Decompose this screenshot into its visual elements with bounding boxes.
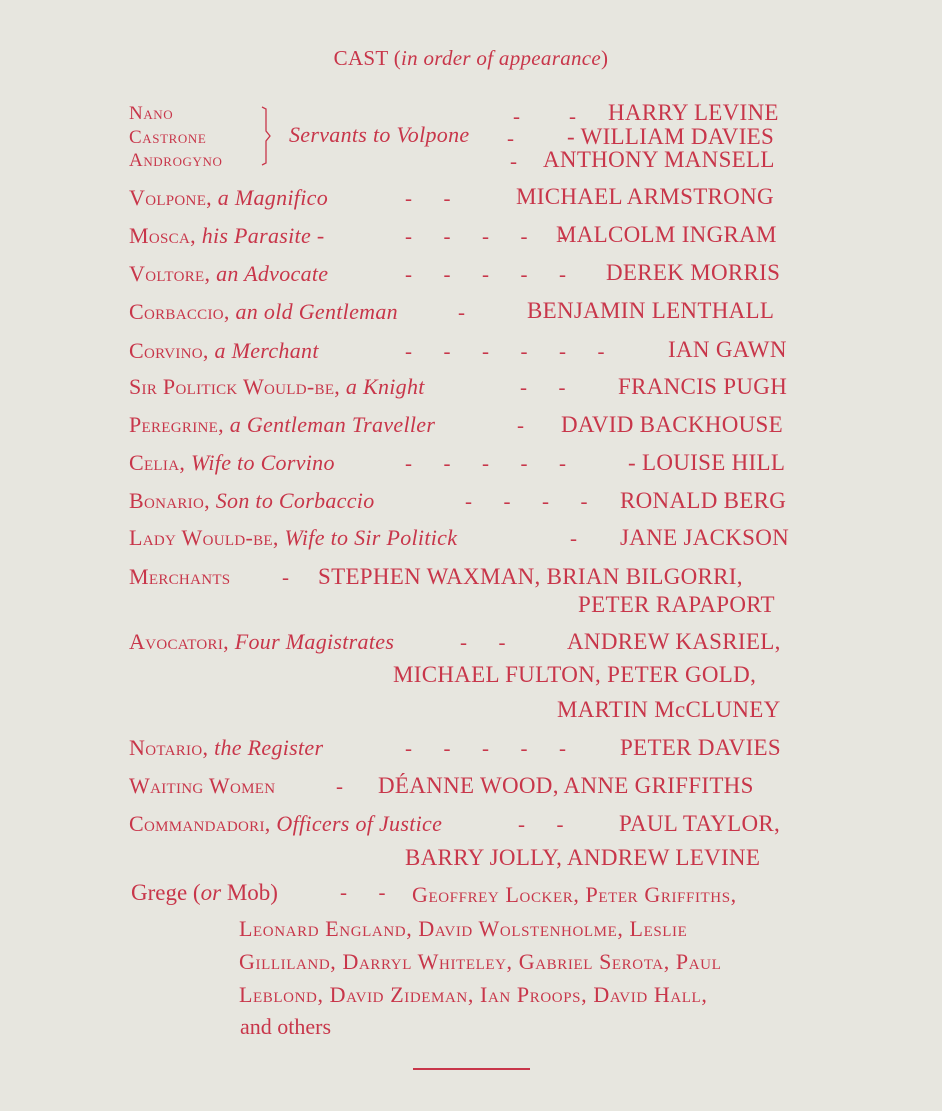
role-corbaccio: [129, 301, 398, 323]
servants-dash-3: -: [507, 126, 514, 150]
role-name: Corvino,: [129, 338, 209, 363]
actors-merchants-line2: PETER RAPAPORT: [578, 592, 775, 617]
role-corvino: [129, 340, 319, 362]
role-desc: a Merchant: [214, 338, 319, 363]
role-mosca: Mosca, his Parasite -: [129, 223, 325, 248]
grege-or: or: [200, 880, 222, 905]
actors-commandadori-line1: PAUL TAYLOR,: [619, 811, 781, 836]
dashes-corvino: - - - - - -: [405, 339, 605, 363]
heading-italic: in order of appearance: [401, 46, 602, 70]
role-desc: his Parasite: [201, 223, 312, 248]
role-name: Voltore,: [129, 261, 211, 286]
role-commandadori: [129, 813, 442, 835]
servants-dash-1: -: [513, 104, 520, 128]
role-androgyno: Androgyno: [129, 150, 223, 171]
end-rule: [413, 1068, 530, 1070]
actor-anthony-mansell: ANTHONY MANSELL: [543, 147, 775, 172]
role-desc: Wife to Sir Politick: [284, 525, 458, 550]
actors-avocatori-line2: MICHAEL FULTON, PETER GOLD,: [393, 662, 757, 687]
actor-louise-hill: - LOUISE HILL: [628, 450, 786, 475]
grege-line5: and others: [240, 1014, 332, 1039]
actor-peter-davies: PETER DAVIES: [620, 735, 781, 760]
dashes-mosca: - - - - -: [405, 224, 566, 248]
dashes-bonario: - - - -: [465, 489, 588, 513]
role-peregrine: [129, 414, 435, 436]
role-avocatori: [129, 631, 394, 653]
role-volpone: [129, 187, 328, 209]
role-desc: Wife to Corvino: [190, 450, 335, 475]
servants-brace: [258, 103, 278, 169]
role-celia: [129, 452, 335, 474]
actor-harry-levine: HARRY LEVINE: [608, 100, 779, 125]
grege-line2: Leonard England, David Wolstenholme, Leslie: [239, 916, 688, 941]
role-nano: Nano: [129, 103, 174, 124]
role-waiting-women: Waiting Women: [129, 773, 276, 798]
actor-michael-armstrong: MICHAEL ARMSTRONG: [516, 184, 774, 209]
dashes-grege: - -: [340, 880, 386, 904]
heading-main: CAST (: [333, 46, 401, 70]
actor-ronald-berg: RONALD BERG: [620, 488, 787, 513]
role-desc: a Knight: [345, 374, 425, 399]
role-name: Bonario,: [129, 488, 210, 513]
actors-avocatori-line3: MARTIN McCLUNEY: [557, 697, 781, 722]
role-name: Celia,: [129, 450, 186, 475]
actor-william-davies: - WILLIAM DAVIES: [567, 124, 775, 149]
servants-dash-4: -: [510, 149, 517, 173]
servants-dash-2: -: [569, 104, 576, 128]
role-name: Commandadori,: [129, 811, 271, 836]
role-desc: an Advocate: [216, 261, 329, 286]
dashes-commandadori: - -: [518, 812, 564, 836]
role-desc: Four Magistrates: [234, 629, 395, 654]
dash-waiting-women: -: [336, 774, 343, 798]
role-name: Volpone,: [129, 185, 212, 210]
servants-desc-text: Servants to Volpone: [289, 122, 470, 147]
grege-line4: Leblond, David Zideman, Ian Proops, David Hall,: [239, 982, 708, 1007]
actors-avocatori-line1: ANDREW KASRIEL,: [567, 629, 781, 654]
actor-derek-morris: DEREK MORRIS: [606, 260, 781, 285]
role-merchants: Merchants: [129, 564, 231, 589]
role-sir-politick: [129, 376, 425, 398]
role-notario: [129, 737, 323, 759]
role-name: Sir Politick Would-be,: [129, 374, 341, 399]
dashes-sir-politick: - -: [520, 375, 566, 399]
actor-name: LOUISE HILL: [642, 450, 786, 475]
actors-merchants-line1: STEPHEN WAXMAN, BRIAN BILGORRI,: [318, 564, 743, 589]
actor-david-backhouse: DAVID BACKHOUSE: [561, 412, 783, 437]
role-name: Notario,: [129, 735, 209, 760]
role-desc: Son to Corbaccio: [215, 488, 375, 513]
grege-name: Grege (: [131, 880, 201, 905]
role-name: Corbaccio,: [129, 299, 230, 324]
dashes-lady-would-be: -: [570, 526, 577, 550]
cast-heading: [0, 46, 942, 71]
grege-line3: Gilliland, Darryl Whiteley, Gabriel Serota, Paul: [239, 949, 722, 974]
role-lady-would-be: [129, 527, 457, 549]
actor-malcolm-ingram: MALCOLM INGRAM: [556, 222, 777, 247]
actor-ian-gawn: IAN GAWN: [668, 337, 787, 362]
actors-commandadori-line2: BARRY JOLLY, ANDREW LEVINE: [405, 845, 761, 870]
role-castrone: Castrone: [129, 127, 207, 148]
role-desc: a Gentleman Traveller: [229, 412, 436, 437]
role-bonario: [129, 490, 375, 512]
actor-francis-pugh: FRANCIS PUGH: [618, 374, 788, 399]
dash-merchants: -: [282, 565, 289, 589]
actor-benjamin-lenthall: BENJAMIN LENTHALL: [527, 298, 775, 323]
dashes-voltore: - - - - -: [405, 262, 566, 286]
servants-description: [289, 124, 469, 146]
dashes-notario: - - - - -: [405, 736, 566, 760]
heading-close: ): [601, 46, 609, 70]
role-voltore: [129, 263, 328, 285]
actors-waiting-women: DÉANNE WOOD, ANNE GRIFFITHS: [378, 773, 754, 798]
grege-mob: Mob): [221, 880, 278, 905]
dashes-corbaccio: -: [458, 300, 465, 324]
dashes-volpone: - -: [405, 186, 451, 210]
role-name: Lady Would-be,: [129, 525, 279, 550]
role-name: Peregrine,: [129, 412, 224, 437]
dashes-avocatori: - -: [460, 630, 506, 654]
role-desc: the Register: [214, 735, 324, 760]
grege-line1: Geoffrey Locker, Peter Griffiths,: [412, 882, 737, 907]
actor-jane-jackson: JANE JACKSON: [620, 525, 790, 550]
role-desc: an old Gentleman: [235, 299, 398, 324]
dashes-peregrine: -: [517, 413, 524, 437]
role-name: Mosca,: [129, 223, 196, 248]
role-name: Avocatori,: [129, 629, 229, 654]
dashes-celia: - - - - -: [405, 451, 566, 475]
role-desc: Officers of Justice: [276, 811, 443, 836]
role-desc: a Magnifico: [217, 185, 328, 210]
role-grege: [131, 881, 278, 904]
